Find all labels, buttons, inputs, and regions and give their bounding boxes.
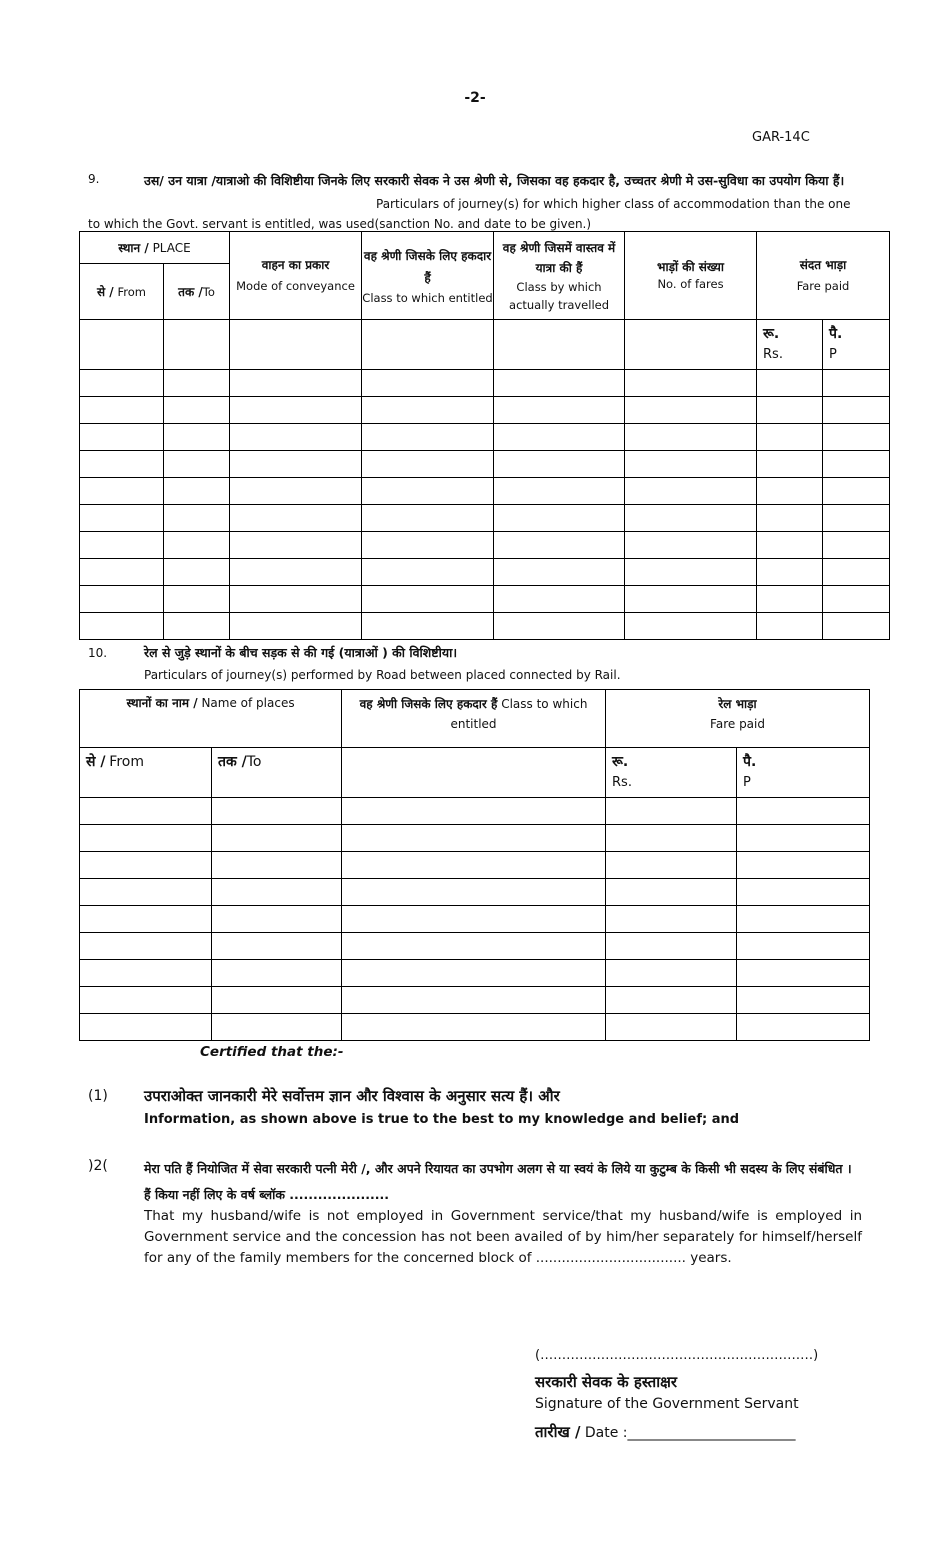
rupees-subheader: रू. Rs. bbox=[757, 320, 823, 370]
place-names-header: स्थानों का नाम / Name of places bbox=[80, 690, 342, 748]
date-field[interactable] bbox=[535, 1422, 796, 1442]
cert-item1-hindi: उपराओक्त जानकारी मेरे सर्वोत्तम ज्ञान और विश्वास के अनुसार सत्य हैं। और bbox=[144, 1087, 560, 1105]
table-row[interactable] bbox=[80, 370, 890, 397]
table-cell[interactable] bbox=[164, 320, 230, 370]
table-row[interactable] bbox=[80, 397, 890, 424]
section9-english-text: Particulars of journey(s) for which higher class of accommodation than the one to which the Govt. servant is entitled, was used(sanction No. and date to be given.) bbox=[88, 197, 851, 231]
from-header: से / From bbox=[80, 264, 164, 320]
table-row[interactable] bbox=[80, 1014, 870, 1041]
date-label-english: Date :________________________ bbox=[584, 1425, 796, 1441]
table-cell[interactable] bbox=[80, 320, 164, 370]
table-row[interactable] bbox=[80, 478, 890, 505]
section10-number: 10. bbox=[88, 646, 108, 660]
table-row[interactable] bbox=[80, 852, 870, 879]
signature-label-hindi: सरकारी सेवक के हस्ताक्षर bbox=[535, 1373, 678, 1391]
fares-count-header: भाड़ों की संख्या No. of fares bbox=[625, 232, 757, 320]
section9-hindi-heading: उस/ उन यात्रा /यात्राओ की विशिष्टीया जिनके लिए सरकारी सेवक ने उस श्रेणी से, जिसका वह हकदार है, उच्चतर श्रेणी मे उस-सुविधा का उपयोग किया हैं। bbox=[144, 173, 845, 188]
table-row[interactable] bbox=[80, 906, 870, 933]
cert-item2-number: )2( bbox=[88, 1158, 108, 1174]
mode-header: वाहन का प्रकार Mode of conveyance bbox=[230, 232, 362, 320]
travelled-class-header: वह श्रेणी जिसमें वास्तव में यात्रा की हैं Class by which actually travelled bbox=[494, 232, 625, 320]
signature-line[interactable]: (………………………………………………………) bbox=[535, 1348, 819, 1363]
table-cell[interactable] bbox=[230, 320, 362, 370]
certification-heading: Certified that the:- bbox=[200, 1044, 344, 1060]
table-row[interactable] bbox=[80, 586, 890, 613]
table-row[interactable] bbox=[80, 825, 870, 852]
cert-item2-english: That my husband/wife is not employed in Government service/that my husband/wife is employed in Government service and the concession has not been availed of by him/her separately for himself/herself for any of the family members for the concerned block of ................................... years. bbox=[144, 1208, 862, 1266]
cert-item1-english: Information, as shown above is true to the best to my knowledge and belief; and bbox=[144, 1112, 740, 1127]
road-journey-table bbox=[79, 689, 870, 1041]
cert-item1-number: (1) bbox=[88, 1088, 108, 1104]
table-cell[interactable] bbox=[625, 320, 757, 370]
rail-fare-header: रेल भाड़ा Fare paid bbox=[606, 690, 870, 748]
from-header: से / From bbox=[80, 748, 212, 798]
table-row[interactable] bbox=[80, 451, 890, 478]
table-row[interactable] bbox=[80, 879, 870, 906]
date-label-hindi: तारीख / bbox=[535, 1423, 581, 1441]
form-code: GAR-14C bbox=[752, 130, 810, 145]
table-row[interactable] bbox=[80, 987, 870, 1014]
table-row[interactable] bbox=[80, 559, 890, 586]
to-header: तक /To bbox=[164, 264, 230, 320]
table-row[interactable] bbox=[80, 960, 870, 987]
entitled-class-header: वह श्रेणी जिसके लिए हकदार हैं Class to which entitled bbox=[362, 232, 494, 320]
section10-hindi-heading: रेल से जुड़े स्थानों के बीच सड़क से की गई (यात्राओं ) की विशिष्टीया। bbox=[144, 645, 458, 660]
fare-paid-header: संदत भाड़ा Fare paid bbox=[757, 232, 890, 320]
table-cell[interactable] bbox=[342, 748, 606, 798]
table-cell[interactable] bbox=[362, 320, 494, 370]
table-row[interactable] bbox=[80, 933, 870, 960]
cert-item2-hindi: मेरा पति हैं नियोजित में सेवा सरकारी पत्नी मेरी /, और अपने रियायत का उपभोग अलग से या स्वयं के लिये या कुटुम्ब के किसी भी सदस्य के लिए संबंधित । हैं किया नहीं लिए के वर्ष ब्लॉक ..................... bbox=[144, 1161, 852, 1202]
section9-number: 9. bbox=[88, 172, 100, 186]
rupees-subheader: रू. Rs. bbox=[606, 748, 737, 798]
table-row[interactable] bbox=[80, 505, 890, 532]
paise-subheader: पै. P bbox=[737, 748, 870, 798]
table-row[interactable] bbox=[80, 798, 870, 825]
paise-subheader: पै. P bbox=[823, 320, 890, 370]
section10-english-heading: Particulars of journey(s) performed by Road between placed connected by Rail. bbox=[144, 668, 621, 682]
signature-label-english: Signature of the Government Servant bbox=[535, 1396, 799, 1412]
table-row[interactable] bbox=[80, 532, 890, 559]
entitled-class-header: वह श्रेणी जिसके लिए हकदार हैं Class to which entitled bbox=[342, 690, 606, 748]
higher-class-journey-table bbox=[79, 231, 890, 640]
table-row[interactable] bbox=[80, 613, 890, 640]
table-cell[interactable] bbox=[494, 320, 625, 370]
table-row[interactable] bbox=[80, 424, 890, 451]
to-header: तक /To bbox=[212, 748, 342, 798]
place-header: स्थान / PLACE bbox=[80, 232, 230, 264]
page-number: -2- bbox=[464, 90, 486, 106]
